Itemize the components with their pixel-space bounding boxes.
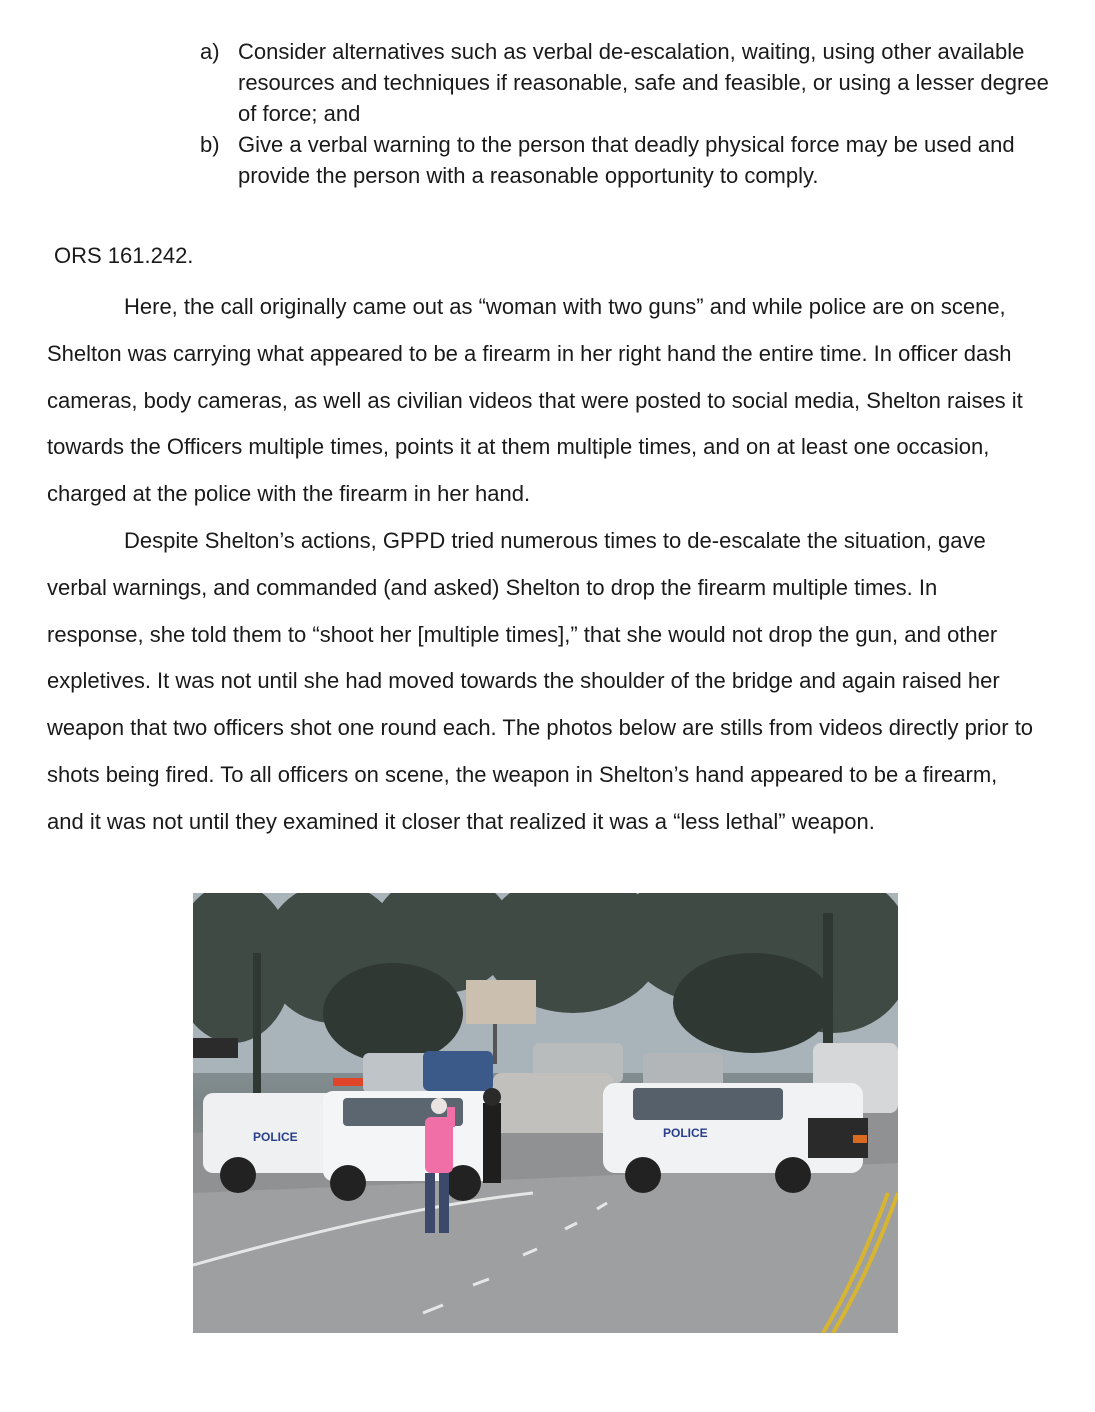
body-text: [47, 284, 1037, 846]
list-text: Give a verbal warning to the person that deadly physical force may be used and provide the person with a reasonable opportunity to comply.: [238, 132, 1015, 188]
paragraph-2: Despite Shelton’s actions, GPPD tried numerous times to de-escalate the situation, gave verbal warnings, and commanded (and asked) Shelton to drop the firearm multiple times. In response, she told them to “shoot her [multiple times],” that she would not drop the gun, and other expletives. It was not until she had moved towards the shoulder of the bridge and again raised her weapon that two officers shot one round each. The photos below are stills from videos directly prior to shots being fired. To all officers on scene, the weapon in Shelton’s hand appeared to be a firearm, and it was not until they examined it closer that realized it was a “less lethal” weapon.: [47, 527, 1034, 834]
paragraph-1: Here, the call originally came out as “woman with two guns” and while police are on scene, Shelton was carrying what appeared to be a firearm in her right hand the entire time. In officer dash cameras, body cameras, as well as civilian videos that were posted to social media, Shelton raises it towards the Officers multiple times, points it at them multiple times, and on at least one occasion, charged at the police with the firearm in her hand.: [47, 294, 1023, 507]
vehicle-text: POLICE: [663, 1126, 708, 1140]
numbered-list: [200, 36, 1050, 191]
list-text: Consider alternatives such as verbal de-escalation, waiting, using other available resources and techniques if reasonable, safe and feasible, or using a lesser degree of force; and: [238, 39, 1049, 126]
vehicle-text: POLICE: [253, 1130, 298, 1144]
statute-citation: ORS 161.242.: [54, 243, 194, 268]
list-marker: a): [200, 39, 220, 64]
list-item-b: [200, 129, 1050, 191]
list-marker: b): [200, 132, 220, 157]
list-item-a: [200, 36, 1050, 129]
scene-photo: [193, 893, 898, 1333]
